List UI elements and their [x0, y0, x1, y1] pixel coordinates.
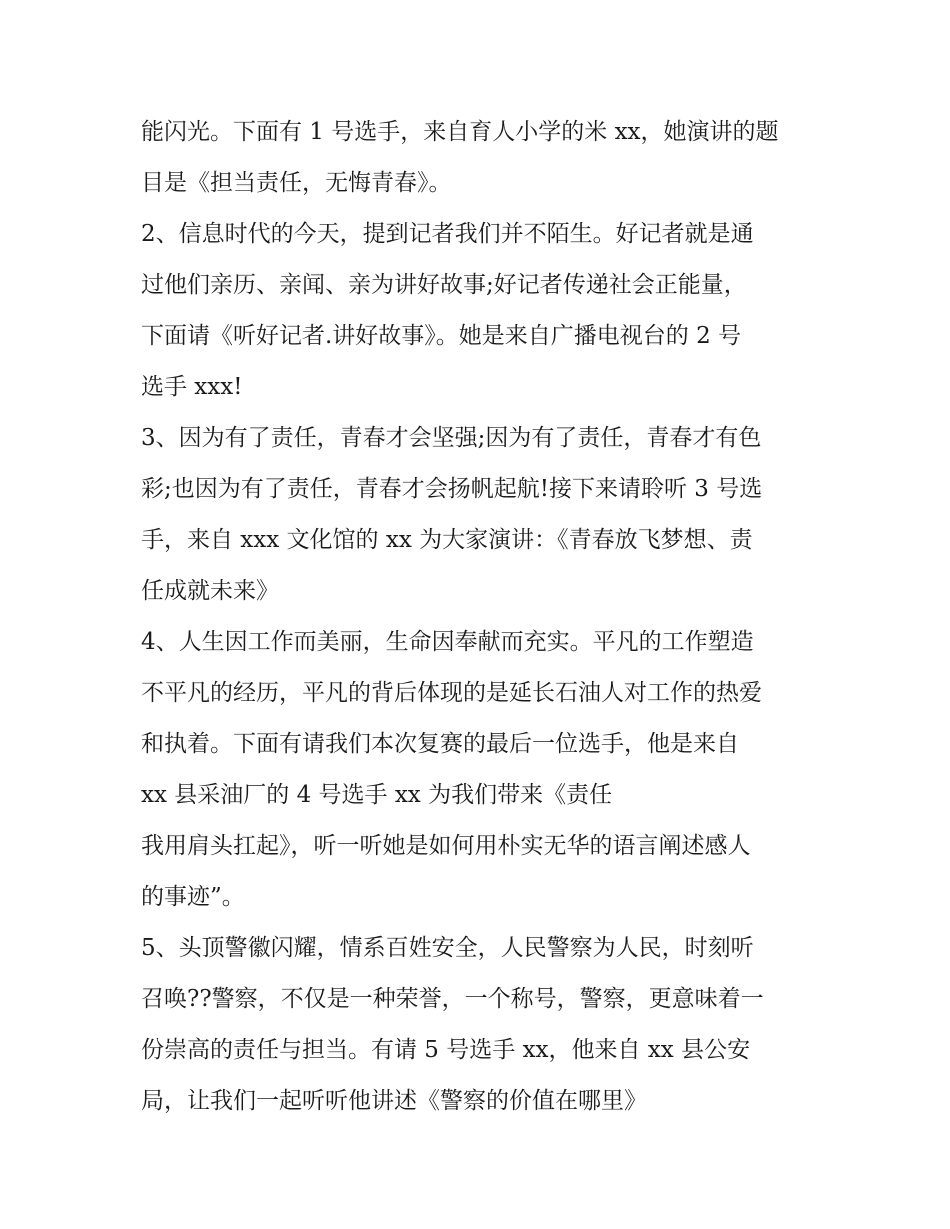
- text-line: 不平凡的经历，平凡的背后体现的是延长石油人对工作的热爱: [141, 680, 762, 706]
- text-line: 目是《担当责任，无悔青春》。: [141, 170, 452, 196]
- text-line: 5、头顶警徽闪耀，情系百姓安全，人民警察为人民，时刻听: [141, 935, 754, 961]
- text-line: 4、人生因工作而美丽，生命因奉献而充实。平凡的工作塑造: [141, 629, 754, 655]
- text-line: 过他们亲历、亲闻、亲为讲好故事;好记者传递社会正能量，: [141, 272, 747, 298]
- text-line: 2、信息时代的今天，提到记者我们并不陌生。好记者就是通: [141, 221, 754, 247]
- text-line: 我用肩头扛起》，听一听她是如何用朴实无华的语言阐述感人: [141, 833, 751, 859]
- document-body: [141, 107, 841, 1127]
- text-line: 局，让我们一起听听他讲述《警察的价值在哪里》: [141, 1088, 647, 1114]
- text-line: 选手 xxx!: [141, 374, 243, 400]
- text-line: 3、因为有了责任，青春才会坚强;因为有了责任，青春才有色: [141, 425, 762, 451]
- text-line: 手，来自 xxx 文化馆的 xx 为大家演讲：《青春放飞梦想、责: [141, 527, 753, 553]
- text-line: 的事迹”。: [141, 884, 245, 910]
- text-line: 能闪光。下面有 1 号选手，来自育人小学的米 xx，她演讲的题: [141, 119, 779, 145]
- text-line: xx 县采油厂的 4 号选手 xx 为我们带来《责任: [141, 782, 613, 808]
- text-line: 彩;也因为有了责任，青春才会扬帆起航!接下来请聆听 3 号选: [141, 476, 763, 502]
- text-line: 召唤??警察，不仅是一种荣誉，一个称号，警察，更意味着一: [141, 986, 764, 1012]
- text-line: 和执着。下面有请我们本次复赛的最后一位选手，他是来自: [141, 731, 739, 757]
- text-line: 任成就未来》: [141, 578, 279, 604]
- text-line: 下面请《听好记者.讲好故事》。她是来自广播电视台的 2 号: [141, 323, 742, 349]
- text-line: 份崇高的责任与担当。有请 5 号选手 xx，他来自 xx 县公安: [141, 1037, 751, 1063]
